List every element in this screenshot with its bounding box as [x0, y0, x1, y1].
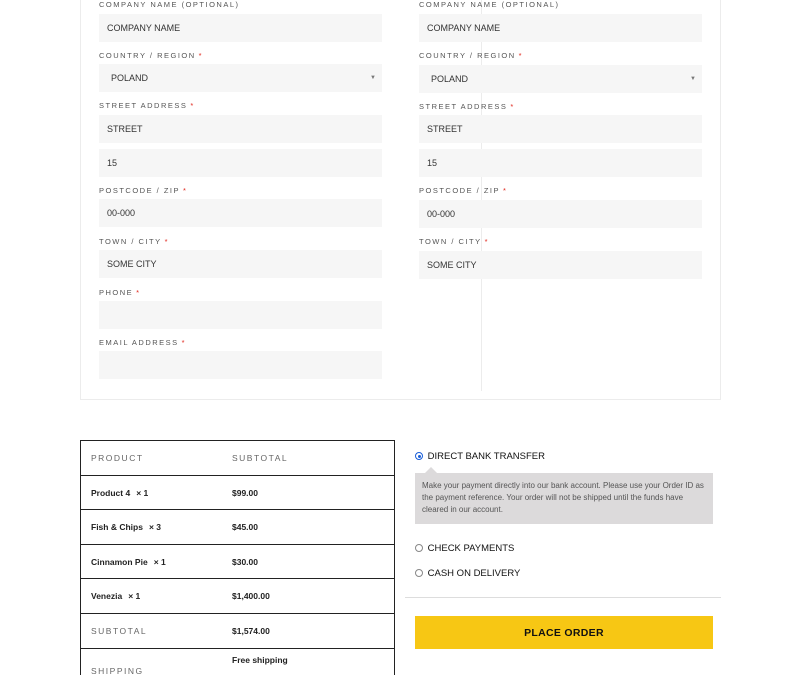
shipping-street-field[interactable]: STREET	[419, 115, 702, 143]
shipping-company-label: COMPANY NAME (OPTIONAL)	[419, 0, 560, 9]
product-qty: × 1	[136, 487, 149, 498]
table-row	[81, 476, 394, 511]
product-qty: × 1	[128, 591, 141, 602]
table-row	[81, 510, 394, 545]
radio-icon[interactable]	[415, 544, 423, 552]
shipping-row	[81, 649, 394, 675]
chevron-down-icon: ▼	[690, 76, 696, 82]
billing-postcode-field[interactable]: 00-000	[99, 199, 382, 227]
table-row	[81, 545, 394, 580]
radio-selected-icon[interactable]	[415, 452, 423, 460]
payment-option-bank-transfer[interactable]: DIRECT BANK TRANSFER	[415, 451, 545, 462]
table-row	[81, 579, 394, 614]
radio-icon[interactable]	[415, 569, 423, 577]
billing-street-label: STREET ADDRESS *	[99, 101, 195, 110]
billing-street2-field[interactable]: 15	[99, 149, 382, 177]
shipping-label: SHIPPING	[91, 665, 144, 675]
product-name: Cinnamon Pie	[91, 556, 148, 567]
shipping-city-field[interactable]: SOME CITY	[419, 251, 702, 279]
product-qty: × 3	[148, 522, 162, 533]
product-name: Venezia	[91, 591, 123, 602]
billing-country-label: COUNTRY / REGION *	[99, 51, 204, 60]
shipping-postcode-label: POSTCODE / ZIP *	[419, 186, 508, 195]
payment-divider	[405, 597, 721, 598]
shipping-postcode-field[interactable]: 00-000	[419, 200, 702, 228]
billing-country-select[interactable]: POLAND ▼	[99, 64, 382, 92]
payment-option-check[interactable]: CHECK PAYMENTS	[415, 543, 514, 554]
header-product: PRODUCT	[91, 453, 144, 463]
place-order-button[interactable]: PLACE ORDER	[415, 616, 713, 649]
product-qty: × 1	[153, 556, 166, 567]
shipping-street2-field[interactable]: 15	[419, 149, 702, 177]
billing-email-field[interactable]	[99, 351, 382, 379]
payment-option-cod[interactable]: CASH ON DELIVERY	[415, 568, 520, 579]
chevron-down-icon: ▼	[370, 75, 376, 81]
product-total: $45.00	[232, 522, 258, 533]
billing-city-field[interactable]: SOME CITY	[99, 250, 382, 278]
header-subtotal: SUBTOTAL	[232, 453, 289, 463]
billing-company-field[interactable]: COMPANY NAME	[99, 14, 382, 42]
subtotal-value: $1,574.00	[232, 625, 270, 636]
billing-email-label: EMAIL ADDRESS *	[99, 338, 187, 347]
product-total: $99.00	[232, 487, 258, 498]
subtotal-row	[81, 614, 394, 649]
billing-street-field[interactable]: STREET	[99, 115, 382, 143]
shipping-country-select[interactable]: POLAND ▼	[419, 65, 702, 93]
billing-company-label: COMPANY NAME (OPTIONAL)	[99, 0, 240, 9]
billing-postcode-label: POSTCODE / ZIP *	[99, 186, 188, 195]
billing-phone-field[interactable]	[99, 301, 382, 329]
payment-description: Make your payment directly into our bank account. Please use your Order ID as the payment reference. Your order will not be shipped until the funds have cleared in our account.	[415, 473, 713, 524]
shipping-value: Free shipping	[232, 654, 288, 665]
billing-city-label: TOWN / CITY *	[99, 237, 170, 246]
order-table	[80, 440, 395, 675]
product-name: Product 4	[91, 487, 131, 498]
product-total: $30.00	[232, 556, 258, 567]
order-header-row	[81, 441, 394, 476]
shipping-company-field[interactable]: COMPANY NAME	[419, 14, 702, 42]
shipping-street-label: STREET ADDRESS *	[419, 102, 515, 111]
billing-phone-label: PHONE *	[99, 288, 141, 297]
shipping-country-label: COUNTRY / REGION *	[419, 51, 524, 60]
shipping-city-label: TOWN / CITY *	[419, 237, 490, 246]
product-total: $1,400.00	[232, 591, 270, 602]
subtotal-label: SUBTOTAL	[91, 625, 148, 636]
product-name: Fish & Chips	[91, 522, 143, 533]
